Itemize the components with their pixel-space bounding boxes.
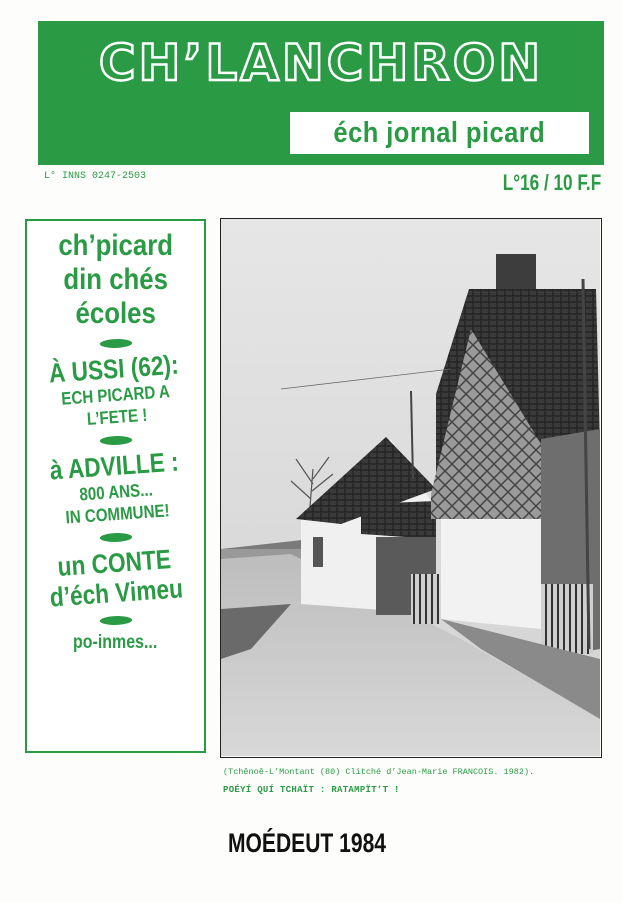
headline-line: din chés (63, 263, 168, 296)
village-street-photo (221, 219, 600, 756)
subtitle-box (290, 112, 589, 154)
item-line: IN COMMUNE! (64, 500, 170, 528)
sidebar-item-conte (47, 543, 184, 612)
sidebar-headline (58, 229, 173, 331)
item-title: un CONTE (56, 544, 173, 582)
masthead-banner (38, 21, 604, 165)
item-line: 800 ANS... (78, 479, 154, 505)
headline-line: ch’picard (58, 229, 173, 262)
photo-caption: (Tchênoê-L’Montant (80) Clitché d’Jean-Marie FRANCOIS. 1982). (223, 767, 535, 777)
item-line: L’FETE ! (86, 404, 149, 430)
issue-date: MOÉDEUT 1984 (228, 828, 387, 858)
separator-dash (98, 436, 133, 445)
item-line: d’éch Vimeu (49, 573, 185, 613)
issn-number: L° INNS 0247-2503 (44, 171, 147, 182)
item-line: ECH PICARD A (60, 381, 171, 409)
masthead-title: CH’LANCHRON (98, 34, 544, 92)
sidebar-footer: po-inmes... (73, 632, 158, 653)
masthead-subtitle: éch jornal picard (333, 116, 546, 149)
separator-dash (98, 616, 133, 625)
headline-line: écoles (75, 297, 156, 330)
item-title: À USSI (62): (48, 349, 180, 389)
sidebar-item-adville (49, 447, 183, 530)
separator-dash (98, 339, 133, 348)
photo-tagline: POÉYÍ QUÍ TCHAÏT : RATAMPÏT’T ! (223, 785, 400, 795)
issue-price: L°16 / 10 F.F (502, 170, 601, 195)
separator-dash (98, 533, 133, 542)
contents-sidebar (25, 219, 206, 753)
sidebar-item-ussi (48, 350, 183, 433)
item-title: à ADVILLE : (48, 446, 180, 486)
cover-photo (220, 218, 602, 758)
